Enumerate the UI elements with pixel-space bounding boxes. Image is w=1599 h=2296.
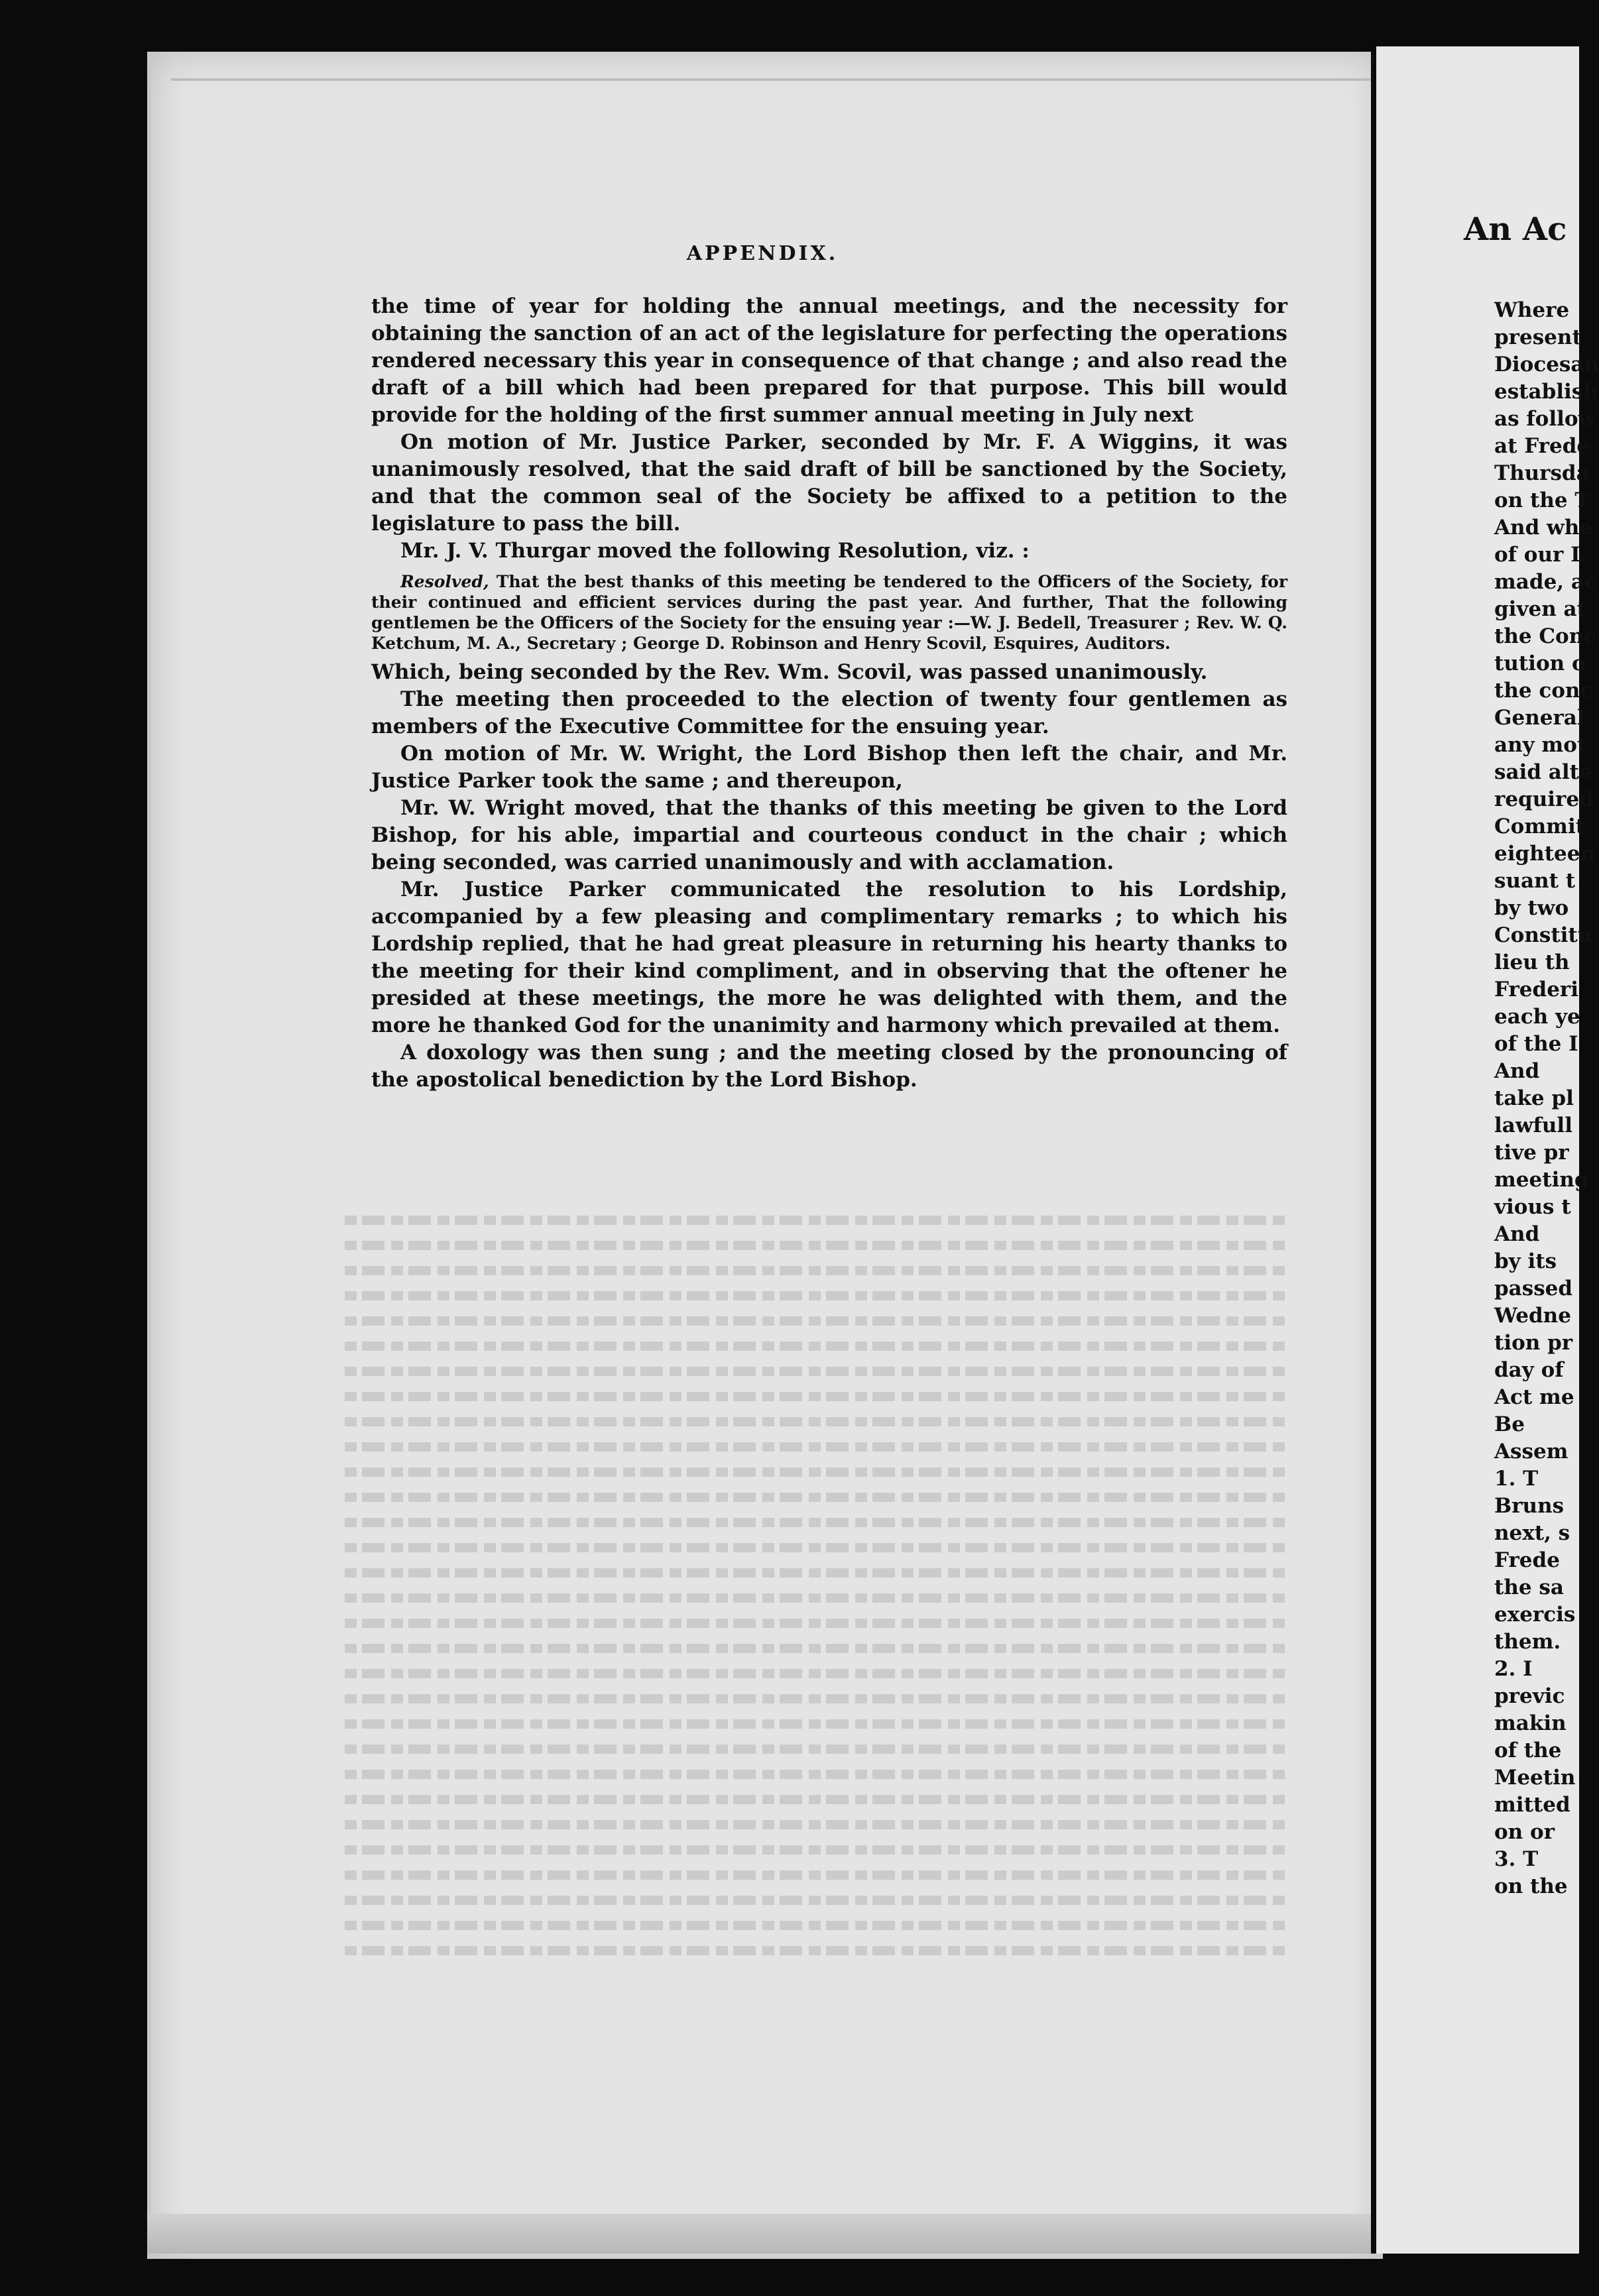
right-line: given at bbox=[1494, 597, 1586, 621]
right-line: Commit bbox=[1494, 815, 1586, 838]
bleed-through-line bbox=[345, 1534, 1286, 1559]
right-line: each ye bbox=[1494, 1005, 1580, 1029]
paragraph: Mr. J. V. Thurgar moved the following Resolution, viz. : bbox=[400, 539, 1030, 563]
right-line: lawfull bbox=[1494, 1114, 1572, 1137]
right-line: And bbox=[1494, 1222, 1540, 1246]
paragraph: The meeting then proceeded to the election of twenty four gentlemen as members of the Executive Committee for the ensuing year. bbox=[371, 687, 1287, 738]
bleed-through-line bbox=[345, 1408, 1286, 1433]
right-line: eighteen bbox=[1494, 842, 1596, 866]
paragraph: On motion of Mr. Justice Parker, seconded by Mr. F. A Wiggins, it was unanimously resolved, that the said draft of bill be sanctioned by the Society, and that the common seal of the Society be affixed to a petition to the legislature to pass the bill. bbox=[371, 430, 1287, 536]
bleed-through-line bbox=[345, 1282, 1286, 1307]
paragraph: the time of year for holding the annual meetings, and the necessity for obtaining the sanction of an act of the legislature for perfecting the operations rendered necessary this year in consequence of that change ; and also read the draft of a bill which had been prepared for that purpose. This bill would provide for the holding of the first summer annual meeting in July next bbox=[371, 294, 1287, 427]
bleed-through-line bbox=[345, 1383, 1286, 1408]
bleed-through-line bbox=[345, 1811, 1286, 1836]
paragraph: Which, being seconded by the Rev. Wm. Scovil, was passed unanimously. bbox=[371, 660, 1208, 684]
bleed-through-line bbox=[345, 1509, 1286, 1534]
paragraph: Mr. W. Wright moved, that the thanks of this meeting be given to the Lord Bishop, for his able, impartial and courteous conduct in the chair ; which being seconded, was carried unanimously and with acclamation. bbox=[371, 796, 1287, 874]
right-line: said alte bbox=[1494, 760, 1592, 784]
paragraph: On motion of Mr. W. Wright, the Lord Bishop then left the chair, and Mr. Justice Parker took the same ; and thereupon, bbox=[371, 742, 1287, 793]
bleed-through-line bbox=[345, 1912, 1286, 1937]
bleed-through-line bbox=[345, 1710, 1286, 1735]
bleed-through-line bbox=[345, 1937, 1286, 1962]
right-line: next, s bbox=[1494, 1521, 1570, 1545]
right-page-column bbox=[1494, 297, 1599, 1900]
bleed-through-line bbox=[345, 1483, 1286, 1509]
right-line: of the bbox=[1494, 1739, 1562, 1762]
appendix-body bbox=[371, 293, 1287, 1094]
right-line: of our L bbox=[1494, 543, 1585, 567]
page-header: APPENDIX. bbox=[686, 242, 839, 265]
right-line: take pl bbox=[1494, 1086, 1574, 1110]
right-line: And whe bbox=[1494, 516, 1593, 540]
bleed-through-line bbox=[345, 1861, 1286, 1886]
right-line: Wedne bbox=[1494, 1304, 1571, 1328]
right-line: made, ac bbox=[1494, 570, 1597, 594]
right-line: on or bbox=[1494, 1820, 1555, 1844]
bleed-through-line bbox=[345, 1458, 1286, 1483]
right-line: Meetin bbox=[1494, 1766, 1576, 1790]
right-line: Assem bbox=[1494, 1440, 1569, 1464]
bleed-through-line bbox=[345, 1584, 1286, 1609]
bleed-through-line bbox=[345, 1886, 1286, 1912]
bleed-through-line bbox=[345, 1307, 1286, 1332]
right-line: meeting bbox=[1494, 1168, 1589, 1192]
right-line: the conc bbox=[1494, 679, 1593, 703]
right-line: by two bbox=[1494, 896, 1569, 920]
right-line: day of bbox=[1494, 1358, 1564, 1382]
right-line: Constitu bbox=[1494, 923, 1593, 947]
right-line: 2. I bbox=[1494, 1657, 1533, 1681]
right-page-title: An Ac bbox=[1464, 211, 1567, 248]
page-fold-edge bbox=[147, 2214, 1379, 2254]
right-line: of the I bbox=[1494, 1032, 1578, 1056]
right-line: tion pr bbox=[1494, 1331, 1573, 1355]
right-line: mitted bbox=[1494, 1793, 1570, 1817]
right-line: Thursda bbox=[1494, 461, 1590, 485]
bleed-through-line bbox=[345, 1332, 1286, 1357]
resolved-lead: Resolved, bbox=[400, 572, 489, 591]
right-line: Frede bbox=[1494, 1548, 1560, 1572]
right-line: 3. T bbox=[1494, 1847, 1539, 1871]
right-line: 1. T bbox=[1494, 1467, 1539, 1491]
paragraph: Mr. Justice Parker communicated the resolution to his Lordship, accompanied by a few pleasing and complimentary remarks ; to which his Lordship replied, that he had great pleasure in returning his hearty thanks to the meeting for their kind compliment, and in observing that the oftener he presided at these meetings, the more he was delighted with them, and the more he thanked God for the unanimity and harmony which prevailed at them. bbox=[371, 878, 1287, 1037]
right-line: as follow bbox=[1494, 407, 1596, 431]
bleed-through-line bbox=[345, 1660, 1286, 1685]
right-line: tution o bbox=[1494, 652, 1586, 675]
right-line: General bbox=[1494, 706, 1585, 730]
right-line: Bruns bbox=[1494, 1494, 1565, 1518]
right-line: Be bbox=[1494, 1412, 1525, 1436]
right-line: on the bbox=[1494, 1874, 1568, 1898]
paragraph: A doxology was then sung ; and the meeting closed by the pronouncing of the apostolical benediction by the Lord Bishop. bbox=[371, 1041, 1287, 1092]
resolution-text: That the best thanks of this meeting be tendered to the Officers of the Society, for their continued and efficient services during the past year. And further, That the following gentlemen be the Officers of the Society for the ensuing year :—W. J. Bedell, Treasurer ; Rev. W. Q. Ketchum, M. A., Secretary ; George D. Robinson and Henry Scovil, Esquires, Auditors. bbox=[371, 572, 1287, 653]
right-line: Where bbox=[1494, 298, 1570, 322]
bleed-through-line bbox=[345, 1760, 1286, 1786]
right-line: them. bbox=[1494, 1630, 1561, 1654]
right-line: by its bbox=[1494, 1249, 1557, 1273]
right-line: And bbox=[1494, 1059, 1540, 1083]
right-line: Act me bbox=[1494, 1385, 1574, 1409]
right-line: the Conc bbox=[1494, 624, 1597, 648]
bleed-through-line bbox=[345, 1357, 1286, 1383]
bleed-through-line bbox=[345, 1609, 1286, 1635]
right-line: makin bbox=[1494, 1711, 1567, 1735]
right-line: Frederi bbox=[1494, 978, 1579, 1002]
right-line: passed bbox=[1494, 1277, 1573, 1300]
right-line: on the T bbox=[1494, 488, 1590, 512]
right-line: required bbox=[1494, 787, 1594, 811]
bleed-through-line bbox=[345, 1635, 1286, 1660]
right-line: tive pr bbox=[1494, 1141, 1569, 1165]
bleed-through-line bbox=[345, 1206, 1286, 1232]
right-line: present bbox=[1494, 325, 1582, 349]
bleed-through-line bbox=[345, 1433, 1286, 1458]
right-line: suant t bbox=[1494, 869, 1576, 893]
right-line: lieu th bbox=[1494, 950, 1570, 974]
bleed-through-line bbox=[345, 1735, 1286, 1760]
right-line: exercis bbox=[1494, 1603, 1576, 1627]
bleed-through-line bbox=[345, 1559, 1286, 1584]
right-line: establish bbox=[1494, 380, 1598, 404]
bleed-through-line bbox=[345, 1232, 1286, 1257]
right-line: the sa bbox=[1494, 1576, 1564, 1599]
bleed-through-line bbox=[345, 1685, 1286, 1710]
bleed-through-line bbox=[345, 1786, 1286, 1811]
bleed-through-line bbox=[345, 1836, 1286, 1861]
right-line: previc bbox=[1494, 1684, 1565, 1708]
right-line: Diocesan bbox=[1494, 353, 1599, 376]
right-line: at Frede bbox=[1494, 434, 1590, 458]
show-through-text bbox=[345, 1206, 1286, 1988]
right-line: any mot bbox=[1494, 733, 1587, 757]
right-line: vious t bbox=[1494, 1195, 1571, 1219]
bleed-through-line bbox=[345, 1257, 1286, 1282]
paragraph bbox=[371, 571, 1287, 654]
